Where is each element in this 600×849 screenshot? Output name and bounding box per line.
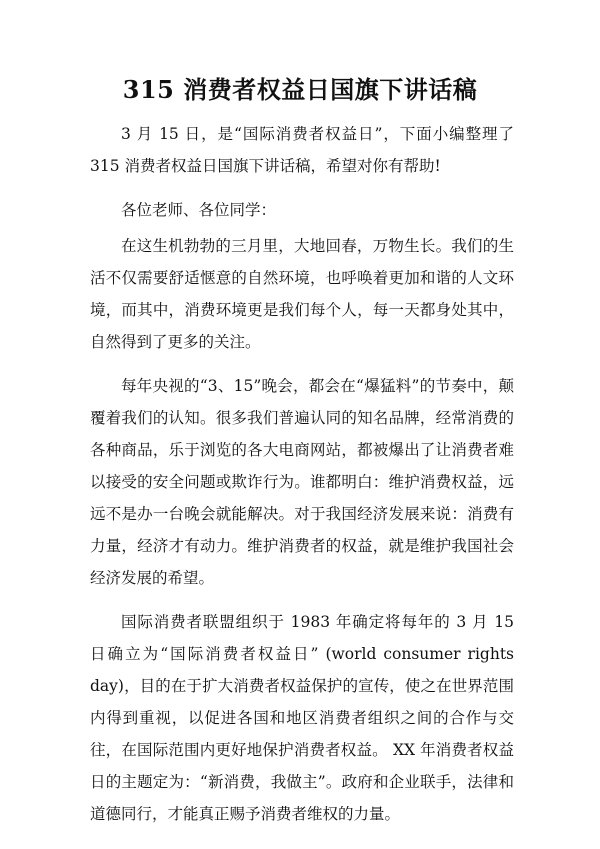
- intro-paragraph: 3 月 15 日，是“国际消费者权益日”，下面小编整理了 315 消费者权益日国旗下讲话稿，希望对你有帮助!: [90, 125, 514, 175]
- body-paragraph-3: 国际消费者联盟组织于 1983 年确定将每年的 3 月 15 日确立为“国际消费者权益日” (world consumer rights day)，目的在于扩大消费者权益保护的宣传，使之在世界范围内得到重视，以促进各国和地区消费者组织之间的合作与交往，在国际范围内更好地保护消费者权益。 XX 年消费者权益日的主题定为：“新消费，我做主”。政府和企业联手，法律和道德同行，才能真正赐予消费者维权的力量。: [90, 613, 514, 823]
- document-body: [90, 118, 514, 842]
- document-title: 315 消费者权益日国旗下讲话稿: [122, 75, 478, 104]
- body-paragraph-2: 每年央视的“3、15”晚会，都会在“爆猛料”的节奏中，颠覆着我们的认知。很多我们普遍认同的知名品牌，经常消费的各种商品，乐于浏览的各大电商网站，都被爆出了让消费者难以接受的安全问题或欺诈行为。谁都明白：维护消费权益，远远不是办一台晚会就能解决。对于我国经济发展来说：消费有力量，经济才有动力。维护消费者的权益，就是维护我国社会经济发展的希望。: [90, 377, 514, 587]
- body-paragraph-1: 在这生机勃勃的三月里，大地回春，万物生长。我们的生活不仅需要舒适惬意的自然环境，也呼唤着更加和谐的人文环境，而其中，消费环境更是我们每个人，每一天都身处其中，自然得到了更多的关注。: [90, 237, 514, 351]
- greeting-paragraph: 各位老师、各位同学：: [121, 201, 277, 219]
